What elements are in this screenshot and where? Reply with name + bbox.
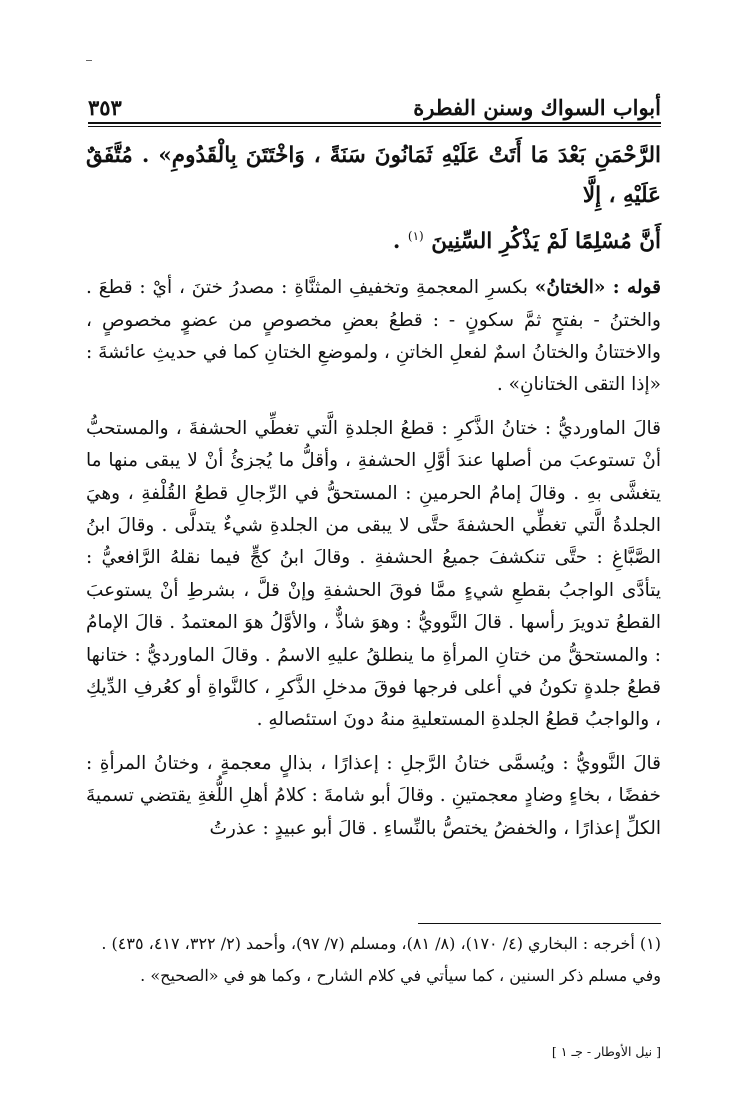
signature-mark: [ نيل الأوطار - جـ ١ ] bbox=[551, 1044, 661, 1059]
hadith-line-2: أَنَّ مُسْلِمًا لَمْ يَذْكُرِ السِّنِينَ bbox=[431, 229, 661, 255]
footnotes bbox=[86, 930, 661, 994]
footnote: (١) أخرجه : البخاري (٤/ ١٧٠)، (٨/ ٨١)، ومسلم (٧/ ٩٧)، وأحمد (٢/ ٣٢٢، ٤١٧، ٤٣٥) . bbox=[101, 934, 661, 953]
paragraph bbox=[86, 413, 661, 737]
footnote-rule bbox=[418, 923, 661, 924]
header-rule bbox=[88, 122, 661, 127]
paragraph-text: قالَ الماورديُّ : ختانُ الذَّكرِ : قطعُ الجلدةِ الَّتي تغطِّي الحشفةَ ، والمستحبُّ أنْ تستوعبَ من أصلها عندَ أوَّلِ الحشفةِ ، وأقلُّ ما يُجزئُ أنْ لا يبقى منها ما يتغشَّى بهِ . وقالَ إمامُ الحرمينِ : المستحقُّ في الرِّجالِ قطعُ القُلْفةِ ، وهيَ الجلدةُ الَّتي تغطِّي الحشفةَ حتَّى لا يبقى من الجلدةِ شيءٌ يتدلَّى . وقالَ ابنُ الصَّبَّاغِ : حتَّى تنكشفَ جميعُ الحشفةِ . وقالَ ابنُ كجٍّ فيما نقلهُ الرَّافعيُّ : يتأدَّى الواجبُ بقطعِ شيءٍ ممَّا فوقَ الحشفةِ وإنْ قلَّ ، بشرطِ أنْ يستوعبَ القطعُ تدويرَ رأسها . قالَ النَّوويُّ : وهوَ شاذٌّ ، والأوَّلُ هوَ المعتمدُ . قالَ الإمامُ : والمستحقُّ من ختانِ المرأةِ ما ينطلقُ عليهِ الاسمُ . وقالَ الماورديُّ : ختانها قطعُ جلدةٍ تكونُ في أعلى فرجها فوقَ مدخلِ الذَّكرِ ، كالنَّواةِ أو كعُرفِ الدِّيكِ ، والواجبُ قطعُ الجلدةِ المستعليةِ منهُ دونَ استئصالهِ . bbox=[86, 417, 661, 731]
paragraph-lead: قوله : «الختانُ» bbox=[534, 277, 661, 299]
footnote-ref: (١) bbox=[407, 229, 424, 243]
footnote: وفي مسلم ذكر السنين ، كما سيأتي في كلام الشارح ، وكما هو في «الصحيح» . bbox=[140, 966, 661, 985]
print-mark bbox=[86, 60, 92, 61]
paragraph-text: بكسرِ المعجمةِ وتخفيفِ المثنَّاةِ : مصدرُ ختنَ ، أيْ : قطعَ . والختنُ - بفتحٍ ثمَّ سكونٍ - : قطعُ بعضِ مخصوصٍ من عضوٍ مخصوصٍ ، والاختتانُ والختانُ اسمٌ لفعلِ الخاتنِ ، ولموضعِ الختانِ كما في حديثِ عائشةَ : «إذا التقى الختانانِ» . bbox=[86, 277, 661, 396]
running-title: أبواب السواك وسنن الفطرة bbox=[413, 95, 661, 120]
page-header bbox=[88, 82, 661, 120]
page-number: ٣٥٣ bbox=[88, 95, 122, 120]
paragraph bbox=[86, 272, 661, 402]
paragraph-text: قالَ النَّوويُّ : ويُسمَّى ختانُ الرَّجلِ : إعذارًا ، بذالٍ معجمةٍ ، وختانُ المرأةِ : خفضًا ، بخاءٍ وضادٍ معجمتينِ . وقالَ أبو شامةَ : كلامُ أهلِ اللُّغةِ يقتضي تسميةَ الكلِّ إعذارًا ، والخفضُ يختصُّ بالنِّساءِ . قالَ أبو عبيدٍ : عذرتُ bbox=[86, 752, 661, 839]
paragraph bbox=[86, 748, 661, 845]
hadith-text: الرَّحْمَنِ بَعْدَ مَا أَتَتْ عَلَيْهِ ثَمَانُونَ سَنَةً ، وَاخْتَتَنَ بِالْقَدُومِ» . مُتَّفَقٌ عَلَيْهِ ، إِلَّا أَنَّ مُسْلِمًا لَمْ يَذْكُرِ السِّنِينَ $^{(١)}$ . bbox=[86, 143, 661, 255]
main-text bbox=[86, 136, 661, 856]
hadith-line-1: الرَّحْمَنِ بَعْدَ مَا أَتَتْ عَلَيْهِ ثَمَانُونَ سَنَةً ، وَاخْتَتَنَ بِالْقَدُومِ» . مُتَّفَقٌ عَلَيْهِ ، إِلَّا bbox=[86, 143, 661, 208]
